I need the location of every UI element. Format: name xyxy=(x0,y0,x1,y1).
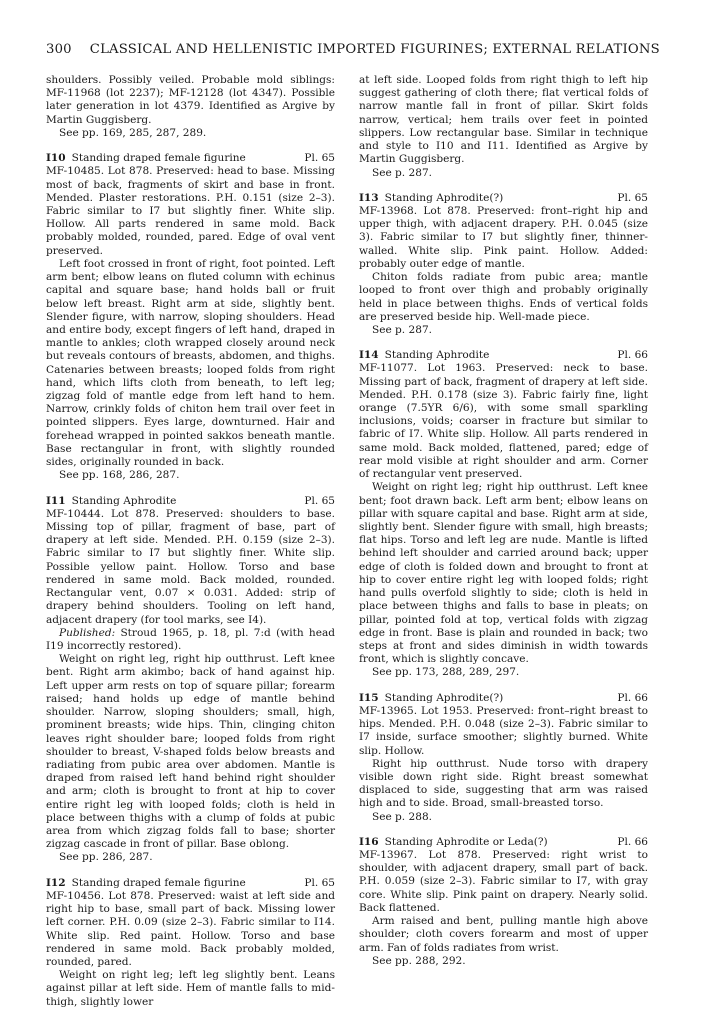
plate-ref: Pl. 66 xyxy=(617,691,648,704)
entry-preserved: MF-11077. Lot 1963. Preserved: neck to base. Missing part of back, fragment of drapery at left side. Mended. P.H. 0.178 (size 3). Fabric fairly fine, light orange (7.5YR 6/6), with some small sparkling inclusions, voids; coarser in fracture but similar to fabric of I7. White slip. Hollow. All parts rendered in same mold. Back molded, flattened, pared; edge of rear mold visible at right shoulder and arm. Corner of rectangular vent preserved. xyxy=(359,362,648,481)
entry-title: Standing draped female figurine xyxy=(71,876,246,889)
entry-heading-I14 xyxy=(359,349,648,362)
entry-title: Standing Aphrodite or Leda(?) xyxy=(384,835,548,848)
plate-ref: Pl. 66 xyxy=(617,835,648,848)
entry-see-refs: See pp. 168, 286, 287. xyxy=(59,469,180,482)
entry-description: Arm raised and bent, pulling mantle high above shoulder; cloth covers forearm and most of upper arm. Fan of folds radiates from wrist. xyxy=(359,915,648,954)
entry-number: I12 xyxy=(46,876,66,889)
entry-description: Left foot crossed in front of right, foot pointed. Left arm bent; elbow leans on fluted column with echinus capital and square base; hand holds ball or fruit below left breast. Right arm at side, slightly bent. Slender figure, with narrow, sloping shoulders. Head and entire body, except fingers of left hand, draped in mantle to ankles; cloth wrapped closely around neck but reveals contours of breasts, abdomen, and thighs. Catenaries between breasts; looped folds from right hand, which lifts cloth from beneath, to left leg; zigzag fold of mantle edge from left hand to hem. Narrow, crinkly folds of chiton hem trail over feet in pointed slippers. Eyes large, downturned. Hair and forehead wrapped in pointed sakkos beneath mantle. Base rectangular in front, with slightly rounded sides, originally rounded in back. xyxy=(46,257,335,469)
intro-see-refs: See pp. 169, 285, 287, 289. xyxy=(59,126,207,139)
continuation-see-refs: See p. 287. xyxy=(372,166,433,179)
entry-description: Weight on right leg; right hip outthrust. Left knee bent; foot drawn back. Left arm bent; elbow leans on pillar with square capital and base. Right arm at side, slightly bent. Slender figure with small, high breasts; flat hips. Torso and left leg are nude. Mantle is lifted behind left shoulder and carried around back; upper edge of cloth is folded down and brought to front at hip to cover entire right leg with looped folds; right hand pulls overfold slightly to side; cloth is held in place between thighs and falls to base in pleats; on pillar, pointed fold at top, vertical folds with zigzag edge in front. Base is plain and rounded in back; two steps at front and sides diminish in width towards front, which is slightly concave. xyxy=(359,481,648,666)
published-text: Stroud 1965, p. 18, pl. 7:d (with head I19 incorrectly restored). xyxy=(46,626,335,652)
entry-see-refs: See p. 287. xyxy=(372,323,433,336)
entry-title: Standing Aphrodite xyxy=(71,494,177,507)
entry-heading-I15 xyxy=(359,692,648,705)
entry-preserved: MF-13968. Lot 878. Preserved: front–right hip and upper thigh, with adjacent drapery. P.H. 0.045 (size 3). Fabric similar to I7 but slightly finer, thinner-walled. White slip. Pink paint. Hollow. Added: probably outer edge of mantle. xyxy=(359,204,648,270)
running-title: CLASSICAL AND HELLENISTIC IMPORTED FIGURINES; EXTERNAL RELATIONS xyxy=(89,42,660,57)
plate-ref: Pl. 65 xyxy=(617,191,648,204)
entry-heading-I13 xyxy=(359,192,648,205)
entry-see-refs: See p. 288. xyxy=(372,810,433,823)
entry-heading-I12 xyxy=(46,877,335,890)
intro-text: shoulders. Possibly veiled. Probable mold siblings: MF-11968 (lot 2237); MF-12128 (lot 4347). Possible later generation in lot 4379. Identified as Argive by Martin Guggisberg. xyxy=(46,74,335,126)
entry-number: I13 xyxy=(359,191,379,204)
entry-see-refs: See pp. 286, 287. xyxy=(59,851,153,864)
entry-description: Weight on right leg, right hip outthrust. Left knee bent. Right arm akimbo; back of hand against hip. Left upper arm rests on top of square pillar; forearm raised; hand holds up edge of mantle behind shoulder. Narrow, sloping shoulders; small, high, prominent breasts; wide hips. Thin, clinging chiton leaves right shoulder bare; looped folds from right shoulder to breast, V-shaped folds below breasts and radiating from pubic area over abdomen. Mantle is draped from raised left hand behind right shoulder and arm; cloth is brought to front at hip to cover entire right leg with looped folds; cloth is held in place between thighs with a clump of folds at pubic area from which zigzag folds fall to base; shorter zigzag cascade in front of pillar. Base oblong. xyxy=(46,653,335,851)
entry-preserved: MF-10456. Lot 878. Preserved: waist at left side and right hip to base, small part of back. Missing lower left corner. P.H. 0.09 (size 2–3). Fabric similar to I14. White slip. Red paint. Hollow. Torso and base rendered in same mold. Back probably molded, rounded, pared. xyxy=(46,889,335,968)
plate-ref: Pl. 65 xyxy=(304,152,335,165)
entry-title: Standing draped female figurine xyxy=(71,152,246,165)
published-label: Published: xyxy=(59,626,116,639)
entry-title: Standing Aphrodite(?) xyxy=(384,191,504,204)
entry-number: I15 xyxy=(359,691,379,704)
entry-number: I10 xyxy=(46,152,66,165)
entry-number: I11 xyxy=(46,494,66,507)
entry-see-refs: See pp. 288, 292. xyxy=(372,954,466,967)
entry-description: Chiton folds radiate from pubic area; mantle looped to front over thigh and probably originally held in place between thighs. Ends of vertical folds are preserved beside hip. Well-made piece. xyxy=(359,271,648,323)
entry-title: Standing Aphrodite xyxy=(384,349,490,362)
entry-preserved: MF-10485. Lot 878. Preserved: head to base. Missing most of back, fragments of skirt and base in front. Mended. Plaster restorations. P.H. 0.151 (size 2–3). Fabric similar to I7 but slightly finer. White slip. Hollow. All parts rendered in same mold. Back probably molded, rounded, pared. Edge of oval vent preserved. xyxy=(46,165,335,257)
entry-title: Standing Aphrodite(?) xyxy=(384,691,504,704)
entry-preserved: MF-10444. Lot 878. Preserved: shoulders to base. Missing top of pillar, fragment of base, part of drapery at left side. Mended. P.H. 0.159 (size 2–3). Fabric similar to I7 but slightly finer. White slip. Possible yellow paint. Hollow. Torso and base rendered in same mold. Back molded, rounded. Rectangular vent, 0.07 × 0.031. Added: strip of drapery behind shoulders. Tooling on left hand, adjacent drapery (for tool marks, see I4). xyxy=(46,507,335,626)
entry-description: Right hip outthrust. Nude torso with drapery visible down right side. Right breast somewhat displaced to side, suggesting that arm was raised high and to side. Broad, small-breasted torso. xyxy=(359,757,648,810)
entry-published xyxy=(46,627,335,653)
plate-ref: Pl. 65 xyxy=(304,876,335,889)
plate-ref: Pl. 66 xyxy=(617,349,648,362)
left-column xyxy=(46,74,335,1009)
entry-description: Weight on right leg; left leg slightly bent. Leans against pillar at left side. Hem of mantle falls to mid-thigh, slightly lower xyxy=(46,969,335,1008)
entry-number: I16 xyxy=(359,835,379,848)
entry-heading-I16 xyxy=(359,836,648,849)
plate-ref: Pl. 65 xyxy=(304,494,335,507)
entry-heading-I11 xyxy=(46,495,335,508)
continuation-text: at left side. Looped folds from right thigh to left hip suggest gathering of cloth there; flat vertical folds of narrow mantle fall in front of pillar. Skirt folds narrow, vertical; hem trails over feet in pointed slippers. Low rectangular base. Similar in technique and style to I10 and I11. Identified as Argive by Martin Guggisberg. xyxy=(359,74,648,166)
page-number: 300 xyxy=(46,42,72,57)
entry-number: I14 xyxy=(359,349,379,362)
entry-heading-I10 xyxy=(46,152,335,165)
right-column xyxy=(359,74,648,968)
entry-preserved: MF-13967. Lot 878. Preserved: right wrist to shoulder, with adjacent drapery, small part of back. P.H. 0.059 (size 2–3). Fabric similar to I7, with gray core. White slip. Pink paint on drapery. Nearly solid. Back flattened. xyxy=(359,849,648,914)
entry-preserved: MF-13965. Lot 1953. Preserved: front–right breast to hips. Mended. P.H. 0.048 (size 2–3). Fabric similar to I7 inside, surface smoother; slightly burned. White slip. Hollow. xyxy=(359,704,648,757)
entry-see-refs: See pp. 173, 288, 289, 297. xyxy=(372,666,520,679)
running-head xyxy=(46,42,666,57)
